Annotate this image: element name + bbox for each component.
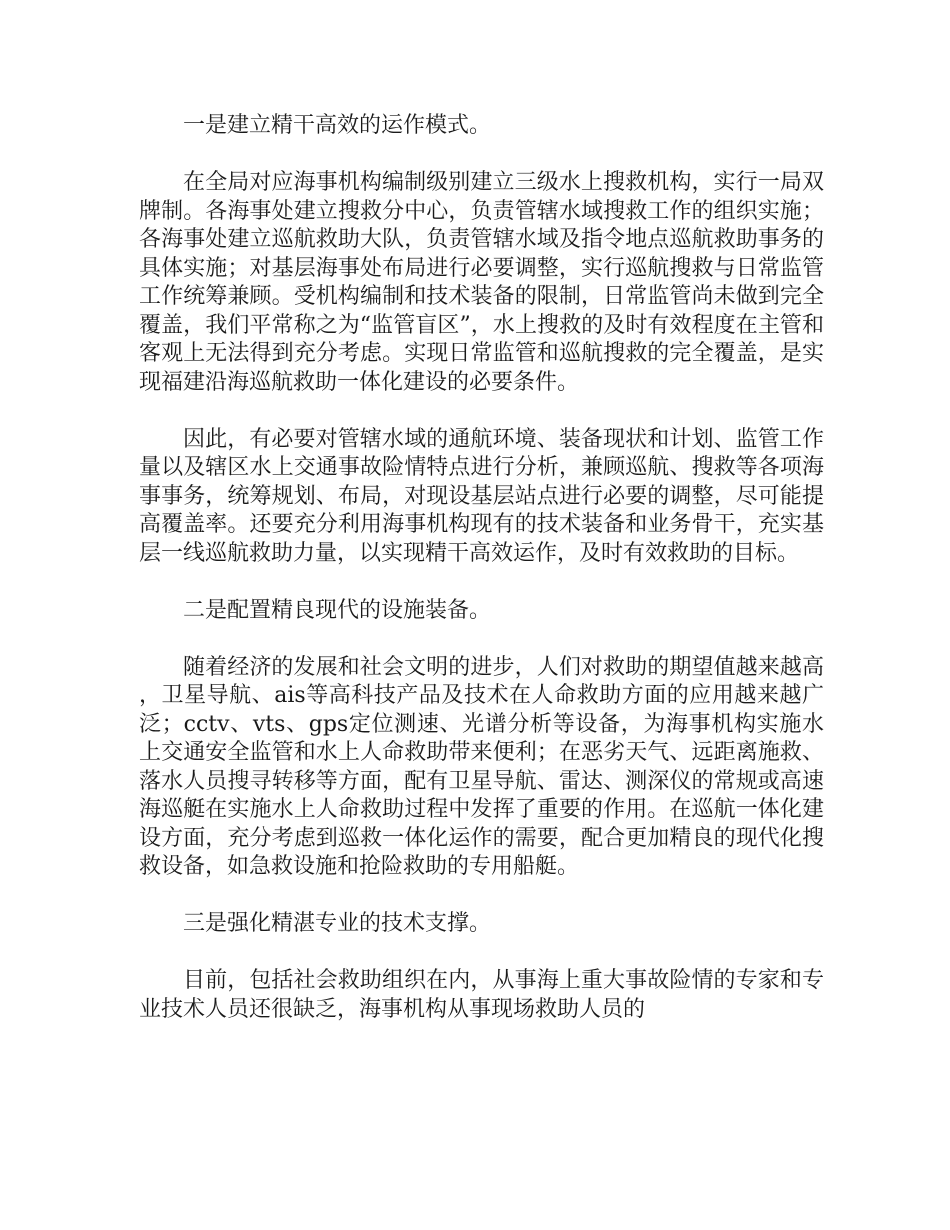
paragraph-heading-2: 二是配置精良现代的设施装备。	[183, 597, 492, 623]
paragraph-body-2: 因此，有必要对管辖水域的通航环境、装备现状和计划、监管工作量以及辖区水上交通事故险情特点进行分析，兼顾巡航、搜救等各项海事事务，统筹规划、布局，对现设基层站点进行必要的调整，尽可能提高覆盖率。还要充分利用海事机构现有的技术装备和业务骨干，充实基层一线巡航救助力量，以实现精干高效运作，及时有效救助的目标。	[139, 426, 824, 566]
paragraph-body-4: 目前，包括社会救助组织在内，从事海上重大事故险情的专家和专业技术人员还很缺乏，海事机构从事现场救助人员的	[139, 968, 824, 1022]
paragraph-heading-3: 三是强化精湛专业的技术支撑。	[183, 911, 492, 936]
document-body	[139, 112, 824, 1053]
paragraph-body-3: 随着经济的发展和社会文明的进步，人们对救助的期望值越来越高，卫星导航、ais等高科技产品及技术在人命救助方面的应用越来越广泛；cctv、vts、gps定位测速、光谱分析等设备，为海事机构实施水上交通安全监管和水上人命救助带来便利；在恶劣天气、远距离施救、落水人员搜寻转移等方面，配有卫星导航、雷达、测深仪的常规或高速海巡艇在实施水上人命救助过程中发挥了重要的作用。在巡航一体化建设方面，充分考虑到巡救一体化运作的需要，配合更加精良的现代化搜救设备，如急救设施和抢险救助的专用船艇。	[139, 654, 824, 879]
paragraph-heading-1: 一是建立精干高效的运作模式。	[183, 113, 492, 138]
paragraph-body-1: 在全局对应海事机构编制级别建立三级水上搜救机构，实行一局双牌制。各海事处建立搜救分中心，负责管辖水域搜救工作的组织实施；各海事处建立巡航救助大队，负责管辖水域及指令地点巡航救助事务的具体实施；对基层海事处布局进行必要调整，实行巡航搜救与日常监管工作统筹兼顾。受机构编制和技术装备的限制，日常监管尚未做到完全覆盖，我们平常称之为“监管盲区”，水上搜救的及时有效程度在主管和客观上无法得到充分考虑。实现日常监管和巡航搜救的完全覆盖，是实现福建沿海巡航救助一体化建设的必要条件。	[139, 170, 824, 395]
